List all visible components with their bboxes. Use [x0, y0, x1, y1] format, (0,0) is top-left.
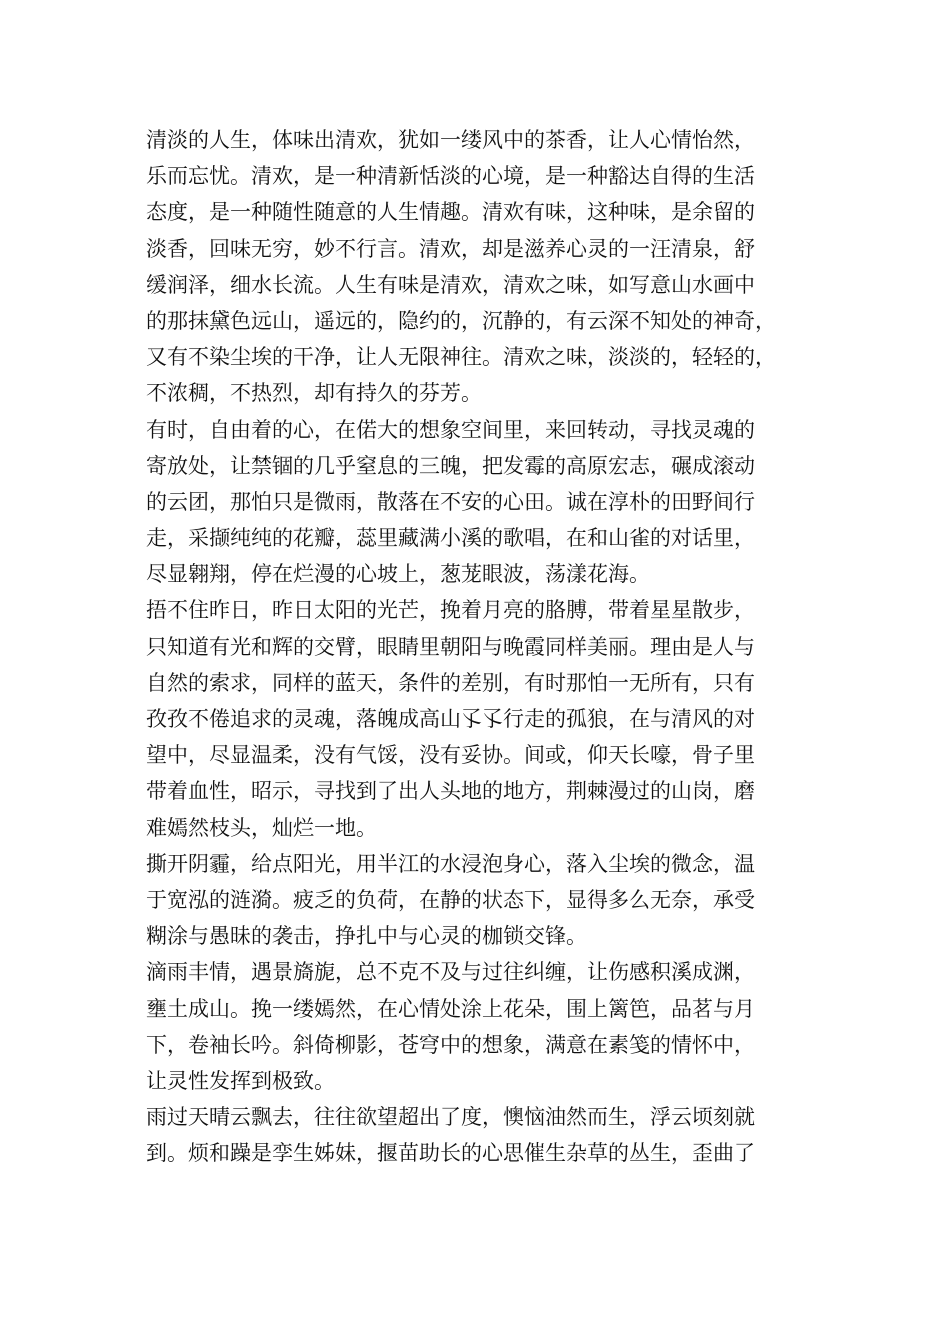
text-line: 又有不染尘埃的干净，让人无限神往。清欢之味，淡淡的，轻轻的，: [146, 345, 776, 370]
text-line: 难嫣然枝头，灿烂一地。: [146, 815, 377, 840]
text-line: 雨过天晴云飘去，往往欲望超出了度，懊恼油然而生，浮云顷刻就: [146, 1105, 755, 1130]
text-line: 淡香，回味无穷，妙不行言。清欢，却是滋养心灵的一汪清泉，舒: [146, 236, 755, 261]
text-line: 有时，自由着的心，在偌大的想象空间里，来回转动，寻找灵魂的: [146, 417, 755, 442]
text-line: 的那抹黛色远山，遥远的，隐约的，沉静的，有云深不知处的神奇，: [146, 308, 776, 333]
text-line: 让灵性发挥到极致。: [146, 1068, 335, 1093]
text-line: 走，采撷纯纯的花瓣，蕊里藏满小溪的歌唱，在和山雀的对话里，: [146, 526, 755, 551]
text-line: 只知道有光和辉的交臂，眼睛里朝阳与晚霞同样美丽。理由是人与: [146, 634, 755, 659]
document-body: [146, 122, 816, 1171]
text-line: 寄放处，让禁锢的几乎窒息的三魄，把发霉的高原宏志，碾成滚动: [146, 453, 755, 478]
text-line: 的云团，那怕只是微雨，散落在不安的心田。诚在淳朴的田野间行: [146, 489, 755, 514]
text-line: 孜孜不倦追求的灵魂，落魄成高山孓孓行走的孤狼，在与清风的对: [146, 707, 755, 731]
text-line: 于宽泓的涟漪。疲乏的负荷，在静的状态下，显得多么无奈，承受: [146, 887, 755, 912]
text-line: 清淡的人生，体味出清欢，犹如一缕风中的茶香，让人心情怡然，: [146, 128, 755, 152]
text-line: 望中，尽显温柔，没有气馁，没有妥协。间或，仰天长嚎，骨子里: [146, 743, 755, 768]
text-line: 自然的索求，同样的蓝天，条件的差别，有时那怕一无所有，只有: [146, 670, 755, 695]
text-line: 带着血性，昭示，寻找到了出人头地的地方，荆棘漫过的山岗，磨: [146, 779, 755, 804]
text-line: 尽显翱翔，停在烂漫的心坡上，葱茏眼波，荡漾花海。: [146, 562, 650, 587]
text-line: 缓润泽，细水长流。人生有味是清欢，清欢之味，如写意山水画中: [146, 272, 755, 297]
text-line: 糊涂与愚昧的袭击，挣扎中与心灵的枷锁交锋。: [146, 924, 587, 949]
text-line: 撕开阴霾，给点阳光，用半江的水浸泡身心，落入尘埃的微念，温: [146, 851, 755, 876]
text-line: 下，卷袖长吟。斜倚柳影，苍穹中的想象，满意在素笺的情怀中，: [146, 1032, 755, 1057]
text-line: 到。烦和躁是孪生姊妹，揠苗助长的心思催生杂草的丛生，歪曲了: [146, 1141, 755, 1166]
text-line: 滴雨丰情，遇景旖旎，总不克不及与过往纠缠，让伤感积溪成渊，: [146, 960, 755, 985]
text-line: 不浓稠，不热烈，却有持久的芬芳。: [146, 381, 482, 406]
text-line: 捂不住昨日，昨日太阳的光芒，挽着月亮的胳膊，带着星星散步，: [146, 598, 755, 623]
text-line: 壅土成山。挽一缕嫣然，在心情处涂上花朵，围上篱笆，品茗与月: [146, 996, 755, 1021]
text-line: 乐而忘忧。清欢，是一种清新恬淡的心境，是一种豁达自得的生活: [146, 164, 755, 189]
text-line: 态度，是一种随性随意的人生情趣。清欢有味，这种味，是余留的: [146, 200, 755, 225]
